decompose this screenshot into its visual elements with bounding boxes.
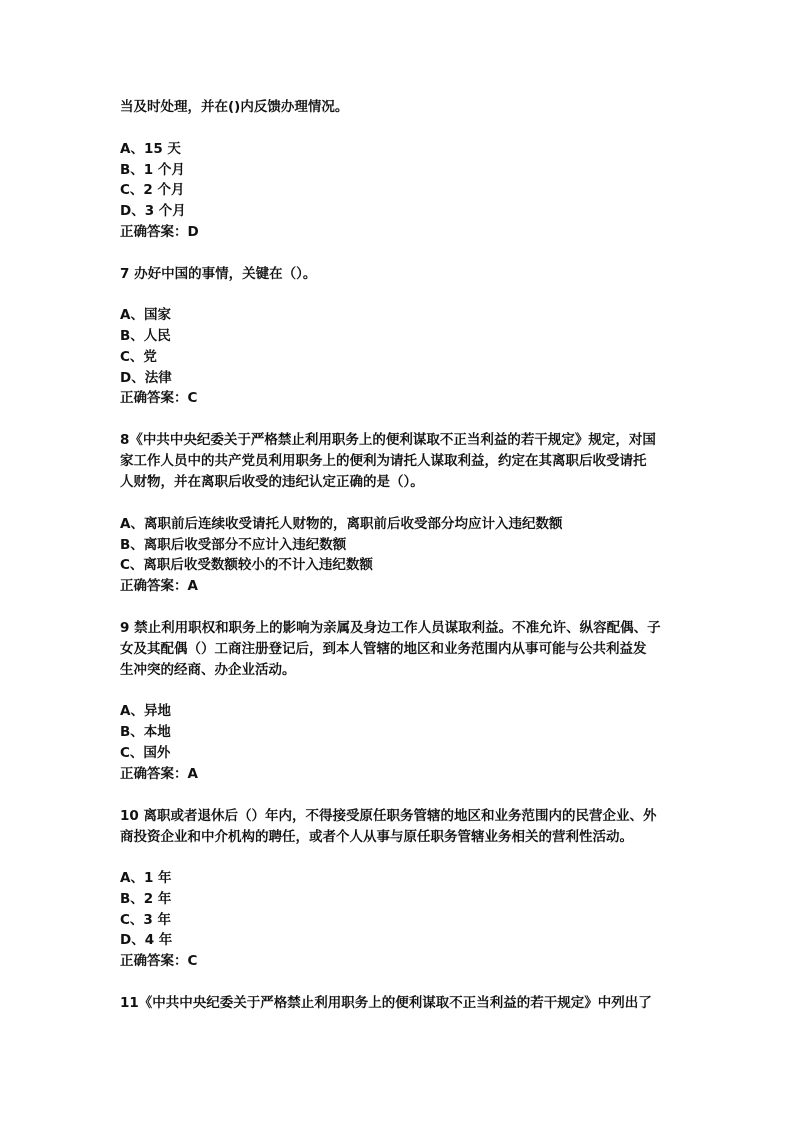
q7-stem: 7 办好中国的事情，关键在（）。 bbox=[120, 266, 317, 282]
q8-stem-line-3: 人财物，并在离职后收受的违纪认定正确的是（）。 bbox=[120, 474, 424, 490]
q8-stem-line-2: 家工作人员中的共产党员利用职务上的便利为请托人谋取利益，约定在其离职后收受请托 bbox=[120, 453, 647, 469]
q10-stem-line-2: 商投资企业和中介机构的聘任，或者个人从事与原任职务管辖业务相关的营利性活动。 bbox=[120, 829, 633, 845]
q6-option-b: B、1 个月 bbox=[120, 162, 185, 178]
q6-option-c: C、2 个月 bbox=[120, 182, 185, 198]
q9-option-a: A、异地 bbox=[120, 703, 171, 719]
q9-option-b: B、本地 bbox=[120, 724, 171, 740]
q8-stem-line-1: 8《中共中央纪委关于严格禁止利用职务上的便利谋取不正当利益的若干规定》规定，对国 bbox=[120, 432, 656, 448]
q9-stem-line-3: 生冲突的经商、办企业活动。 bbox=[120, 662, 296, 678]
q8-answer: 正确答案：A bbox=[120, 578, 198, 594]
q10-answer: 正确答案：C bbox=[120, 953, 198, 969]
q8-option-c: C、离职后收受数额较小的不计入违纪数额 bbox=[120, 557, 373, 573]
q7-option-c: C、党 bbox=[120, 349, 157, 365]
q6-option-a: A、15 天 bbox=[120, 141, 181, 157]
q6-answer: 正确答案：D bbox=[120, 224, 199, 240]
q7-option-d: D、法律 bbox=[120, 370, 172, 386]
q10-option-b: B、2 年 bbox=[120, 891, 172, 907]
q8-option-a: A、离职前后连续收受请托人财物的，离职前后收受部分均应计入违纪数额 bbox=[120, 516, 563, 532]
q10-stem-line-1: 10 离职或者退休后（）年内，不得接受原任职务管辖的地区和业务范围内的民营企业、外 bbox=[120, 808, 657, 824]
q11-stem-line-1: 11《中共中央纪委关于严格禁止利用职务上的便利谋取不正当利益的若干规定》中列出了 bbox=[120, 995, 652, 1011]
q10-option-a: A、1 年 bbox=[120, 870, 172, 886]
q7-option-a: A、国家 bbox=[120, 307, 171, 323]
q9-answer: 正确答案：A bbox=[120, 766, 198, 782]
q7-answer: 正确答案：C bbox=[120, 390, 198, 406]
q10-option-d: D、4 年 bbox=[120, 932, 173, 948]
q9-stem-line-1: 9 禁止利用职权和职务上的影响为亲属及身边工作人员谋取利益。不准允许、纵容配偶、子 bbox=[120, 620, 661, 636]
q8-option-b: B、离职后收受部分不应计入违纪数额 bbox=[120, 537, 347, 553]
q9-stem-line-2: 女及其配偶（）工商注册登记后，到本人管辖的地区和业务范围内从事可能与公共利益发 bbox=[120, 641, 647, 657]
q9-option-c: C、国外 bbox=[120, 745, 171, 761]
q7-option-b: B、人民 bbox=[120, 328, 171, 344]
q6-option-d: D、3 个月 bbox=[120, 203, 186, 219]
continuation-text: 当及时处理，并在()内反馈办理情况。 bbox=[120, 99, 349, 115]
q10-option-c: C、3 年 bbox=[120, 912, 172, 928]
